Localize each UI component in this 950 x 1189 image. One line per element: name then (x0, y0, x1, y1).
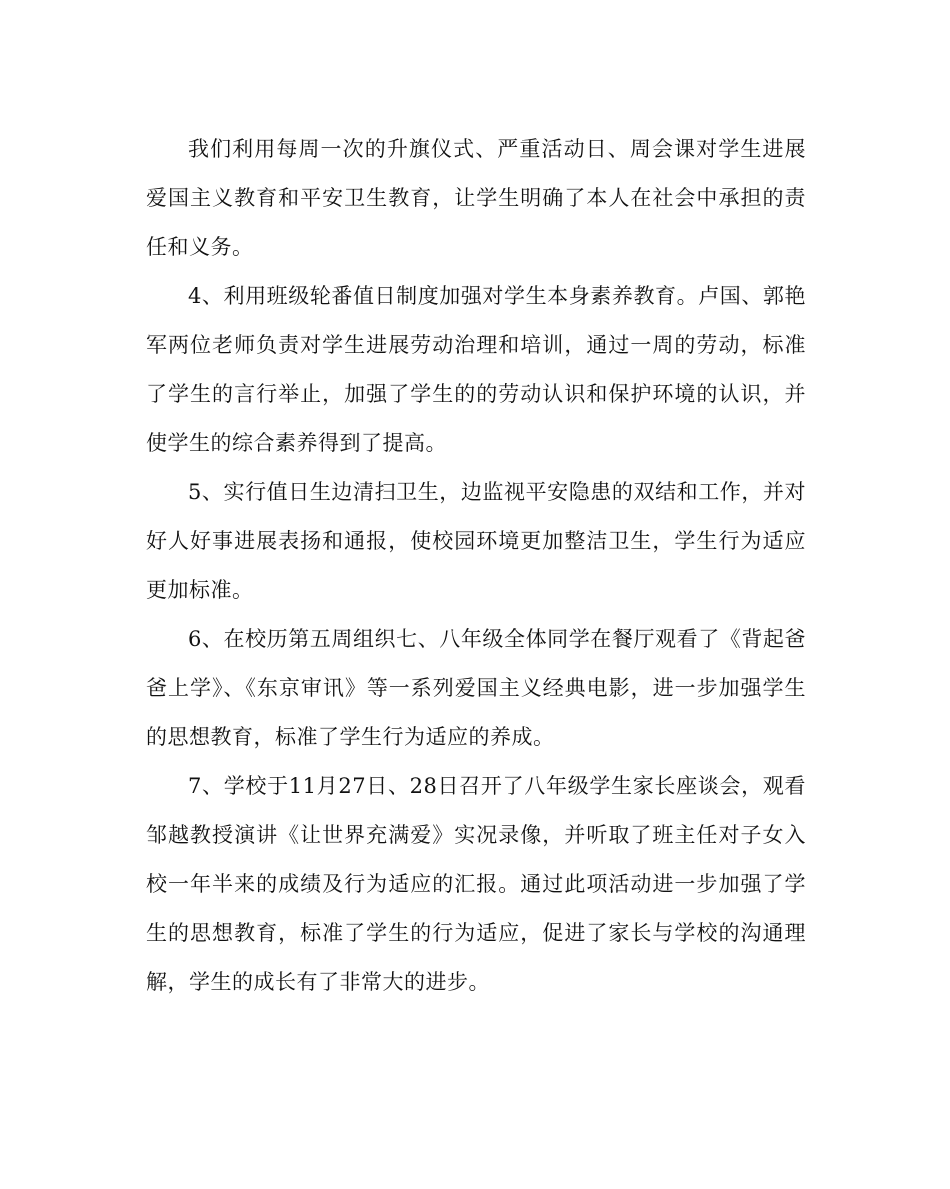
paragraph-item-4: 4、利用班级轮番值日制度加强对学生本身素养教育。卢国、郭艳军两位老师负责对学生进展劳动治理和培训，通过一周的劳动，标准了学生的言行举止，加强了学生的的劳动认识和保护环境的认识，并使学生的综合素养得到了提高。 (146, 284, 806, 455)
paragraph-intro: 我们利用每周一次的升旗仪式、严重活动日、周会课对学生进展爱国主义教育和平安卫生教育，让学生明确了本人在社会中承担的责任和义务。 (146, 137, 806, 259)
paragraph-item-7: 7、学校于11月27日、28日召开了八年级学生家长座谈会，观看邹越教授演讲《让世界充满爱》实况录像，并听取了班主任对子女入校一年半来的成绩及行为适应的汇报。通过此项活动进一步加强了学生的思想教育，标准了学生的行为适应，促进了家长与学校的沟通理解，学生的成长有了非常大的进步。 (146, 774, 806, 994)
paragraph-item-6: 6、在校历第五周组织七、八年级全体同学在餐厅观看了《背起爸爸上学》、《东京审讯》等一系列爱国主义经典电影，进一步加强学生的思想教育，标准了学生行为适应的养成。 (146, 627, 806, 749)
document-body (146, 125, 806, 1007)
paragraph-item-5: 5、实行值日生边清扫卫生，边监视平安隐患的双结和工作，并对好人好事进展表扬和通报，使校园环境更加整洁卫生，学生行为适应更加标准。 (146, 480, 806, 602)
